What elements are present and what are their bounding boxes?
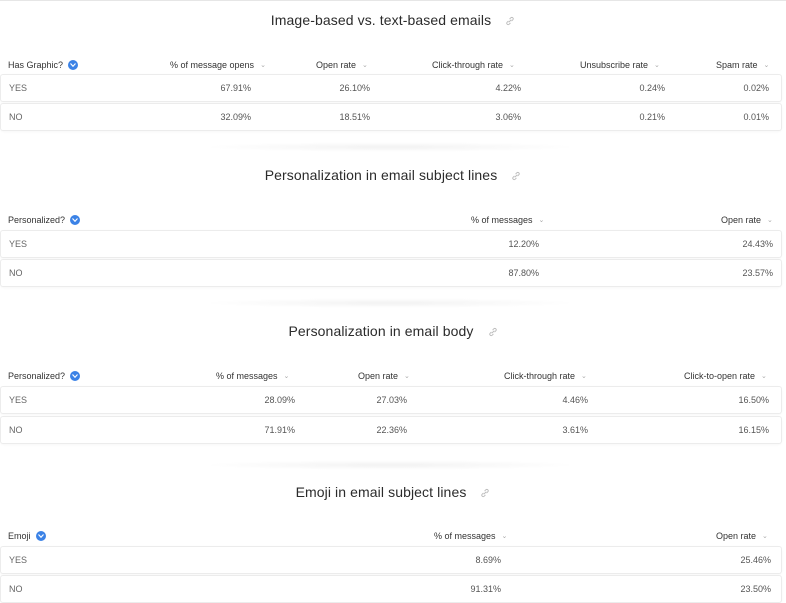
sort-icon[interactable]: ⌄ xyxy=(260,62,266,69)
sort-icon[interactable]: ⌄ xyxy=(654,62,660,69)
column-header-pct-messages[interactable]: % of messages ⌄ xyxy=(471,215,545,225)
column-header-personalized[interactable]: Personalized? xyxy=(8,371,80,381)
link-icon[interactable] xyxy=(480,485,490,501)
sort-icon[interactable]: ⌄ xyxy=(581,373,587,380)
top-divider xyxy=(0,0,786,1)
section-separator xyxy=(200,298,580,308)
table-row[interactable] xyxy=(0,74,782,102)
section-title: Personalization in email subject lines xyxy=(0,167,786,184)
section-title: Image-based vs. text-based emails xyxy=(0,12,786,29)
cell-pct-messages: 87.80% xyxy=(508,268,539,278)
sort-icon[interactable]: ⌄ xyxy=(763,62,770,69)
cell-open-rate: 23.57% xyxy=(742,268,773,278)
cell-spam: 0.01% xyxy=(743,112,769,122)
table-row[interactable] xyxy=(0,386,782,414)
cell-click-through: 4.46% xyxy=(562,395,588,405)
table-row[interactable] xyxy=(0,546,782,574)
row-label: YES xyxy=(9,555,28,565)
row-label: NO xyxy=(9,425,23,435)
cell-click-through: 3.61% xyxy=(562,425,588,435)
row-label: NO xyxy=(9,584,23,594)
cell-open-rate: 27.03% xyxy=(376,395,407,405)
section-separator xyxy=(200,142,580,152)
sort-icon[interactable]: ⌄ xyxy=(767,217,773,224)
row-label: NO xyxy=(9,112,23,122)
row-label: NO xyxy=(9,268,23,278)
link-icon[interactable] xyxy=(488,324,498,340)
row-label: YES xyxy=(9,83,28,93)
table-row[interactable] xyxy=(0,416,782,444)
cell-click-to-open: 16.15% xyxy=(738,425,769,435)
sort-icon[interactable]: ⌄ xyxy=(538,217,545,224)
cell-pct-messages: 91.31% xyxy=(470,584,501,594)
section-separator xyxy=(200,460,580,470)
sort-icon[interactable]: ⌄ xyxy=(501,533,508,540)
sort-icon[interactable]: ⌄ xyxy=(404,373,410,380)
row-label: YES xyxy=(9,239,28,249)
sort-icon[interactable]: ⌄ xyxy=(762,533,768,540)
cell-pct-messages: 28.09% xyxy=(264,395,295,405)
cell-click-through: 4.22% xyxy=(495,83,521,93)
cell-spam: 0.02% xyxy=(743,83,769,93)
table-header xyxy=(0,215,786,231)
chevron-down-icon[interactable] xyxy=(70,215,80,225)
cell-click-through: 3.06% xyxy=(495,112,521,122)
column-header-open-rate[interactable]: Open rate ⌄ xyxy=(358,371,410,381)
cell-pct-opens: 67.91% xyxy=(220,83,251,93)
sort-icon[interactable]: ⌄ xyxy=(509,62,515,69)
link-icon[interactable] xyxy=(511,168,521,184)
column-header-open-rate[interactable]: Open rate ⌄ xyxy=(316,60,368,70)
column-header-click-to-open[interactable]: Click-to-open rate ⌄ xyxy=(684,371,767,381)
cell-pct-messages: 8.69% xyxy=(475,555,501,565)
sort-icon[interactable]: ⌄ xyxy=(761,373,767,380)
section-title: Personalization in email body xyxy=(0,323,786,340)
cell-unsubscribe: 0.24% xyxy=(639,83,665,93)
sort-icon[interactable]: ⌄ xyxy=(362,62,368,69)
section-title: Emoji in email subject lines xyxy=(0,484,786,501)
column-header-pct-messages[interactable]: % of messages ⌄ xyxy=(216,371,290,381)
table-row[interactable] xyxy=(0,259,782,287)
cell-open-rate: 24.43% xyxy=(742,239,773,249)
cell-open-rate: 23.50% xyxy=(740,584,771,594)
cell-open-rate: 25.46% xyxy=(740,555,771,565)
cell-pct-opens: 32.09% xyxy=(220,112,251,122)
column-header-spam[interactable]: Spam rate ⌄ xyxy=(716,60,770,70)
column-header-click-through[interactable]: Click-through rate ⌄ xyxy=(432,60,515,70)
column-header-unsubscribe[interactable]: Unsubscribe rate ⌄ xyxy=(580,60,660,70)
cell-click-to-open: 16.50% xyxy=(738,395,769,405)
table-header xyxy=(0,531,786,547)
cell-open-rate: 18.51% xyxy=(339,112,370,122)
cell-pct-messages: 12.20% xyxy=(508,239,539,249)
chevron-down-icon[interactable] xyxy=(36,531,46,541)
cell-open-rate: 26.10% xyxy=(339,83,370,93)
column-header-emoji[interactable]: Emoji xyxy=(8,531,46,541)
table-row[interactable] xyxy=(0,575,782,603)
column-header-click-through[interactable]: Click-through rate ⌄ xyxy=(504,371,587,381)
table-header xyxy=(0,371,786,387)
link-icon[interactable] xyxy=(505,13,515,29)
cell-unsubscribe: 0.21% xyxy=(639,112,665,122)
table-row[interactable] xyxy=(0,103,782,131)
column-header-pct-opens[interactable]: % of message opens ⌄ xyxy=(170,60,266,70)
cell-open-rate: 22.36% xyxy=(376,425,407,435)
column-header-personalized[interactable]: Personalized? xyxy=(8,215,80,225)
row-label: YES xyxy=(9,395,28,405)
column-header-open-rate[interactable]: Open rate ⌄ xyxy=(716,531,768,541)
table-row[interactable] xyxy=(0,230,782,258)
chevron-down-icon[interactable] xyxy=(68,60,78,70)
column-header-has-graphic[interactable]: Has Graphic? xyxy=(8,60,78,70)
column-header-open-rate[interactable]: Open rate ⌄ xyxy=(721,215,773,225)
cell-pct-messages: 71.91% xyxy=(264,425,295,435)
chevron-down-icon[interactable] xyxy=(70,371,80,381)
column-header-pct-messages[interactable]: % of messages ⌄ xyxy=(434,531,508,541)
sort-icon[interactable]: ⌄ xyxy=(283,373,290,380)
